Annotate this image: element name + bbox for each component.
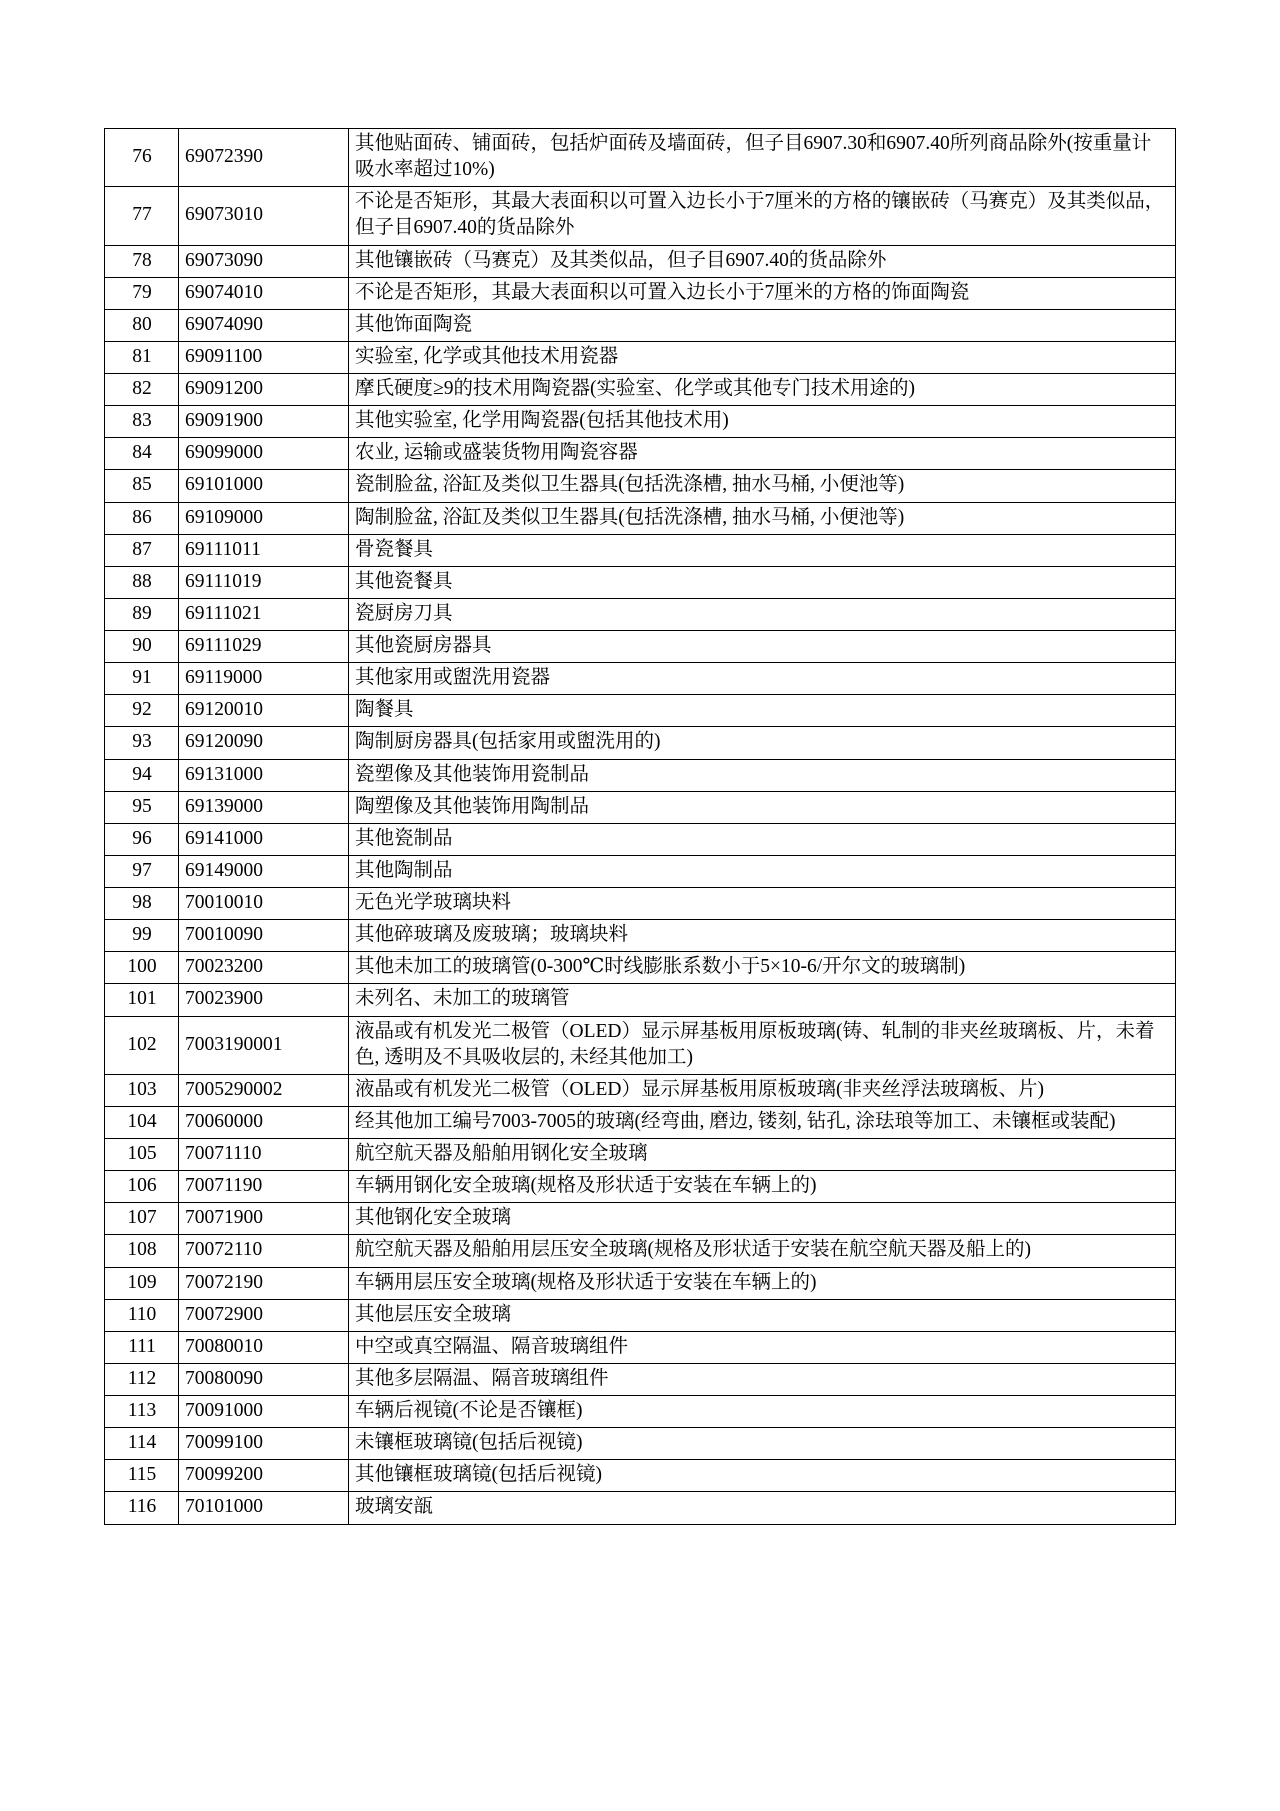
tariff-code-cell: 69141000: [179, 823, 349, 855]
commodity-description-cell: 其他瓷餐具: [349, 566, 1176, 598]
table-row: [105, 341, 1176, 373]
tariff-code-cell: 69120010: [179, 695, 349, 727]
tariff-code-cell: 69111021: [179, 598, 349, 630]
commodity-description-cell: 经其他加工编号7003-7005的玻璃(经弯曲, 磨边, 镂刻, 钻孔, 涂珐琅等加工、未镶框或装配): [349, 1106, 1176, 1138]
table-row: [105, 1492, 1176, 1524]
row-index-cell: 89: [105, 598, 179, 630]
row-index-cell: 103: [105, 1074, 179, 1106]
tariff-code-cell: 69149000: [179, 855, 349, 887]
tariff-code-cell: 70023900: [179, 984, 349, 1016]
row-index-cell: 116: [105, 1492, 179, 1524]
tariff-code-cell: 70071110: [179, 1139, 349, 1171]
row-index-cell: 80: [105, 309, 179, 341]
tariff-table: [104, 128, 1176, 1525]
table-row: [105, 823, 1176, 855]
row-index-cell: 82: [105, 374, 179, 406]
table-row: [105, 502, 1176, 534]
commodity-description-cell: 其他碎玻璃及废玻璃；玻璃块料: [349, 920, 1176, 952]
commodity-description-cell: 瓷厨房刀具: [349, 598, 1176, 630]
tariff-code-cell: 69073090: [179, 245, 349, 277]
commodity-description-cell: 其他实验室, 化学用陶瓷器(包括其他技术用): [349, 406, 1176, 438]
commodity-description-cell: 未镶框玻璃镜(包括后视镜): [349, 1428, 1176, 1460]
commodity-description-cell: 不论是否矩形，其最大表面积以可置入边长小于7厘米的方格的镶嵌砖（马赛克）及其类似品，但子目6907.40的货品除外: [349, 187, 1176, 245]
tariff-code-cell: 69111029: [179, 631, 349, 663]
row-index-cell: 85: [105, 470, 179, 502]
tariff-code-cell: 70072110: [179, 1235, 349, 1267]
table-row: [105, 1171, 1176, 1203]
table-row: [105, 631, 1176, 663]
row-index-cell: 111: [105, 1331, 179, 1363]
table-row: [105, 1299, 1176, 1331]
tariff-code-cell: 70099100: [179, 1428, 349, 1460]
row-index-cell: 101: [105, 984, 179, 1016]
commodity-description-cell: 陶制脸盆, 浴缸及类似卫生器具(包括洗涤槽, 抽水马桶, 小便池等): [349, 502, 1176, 534]
table-row: [105, 245, 1176, 277]
tariff-code-cell: 69111019: [179, 566, 349, 598]
commodity-description-cell: 车辆用钢化安全玻璃(规格及形状适于安装在车辆上的): [349, 1171, 1176, 1203]
commodity-description-cell: 中空或真空隔温、隔音玻璃组件: [349, 1331, 1176, 1363]
table-row: [105, 855, 1176, 887]
commodity-description-cell: 液晶或有机发光二极管（OLED）显示屏基板用原板玻璃(非夹丝浮法玻璃板、片): [349, 1074, 1176, 1106]
table-row: [105, 1460, 1176, 1492]
row-index-cell: 98: [105, 888, 179, 920]
commodity-description-cell: 无色光学玻璃块料: [349, 888, 1176, 920]
tariff-code-cell: 69074090: [179, 309, 349, 341]
row-index-cell: 100: [105, 952, 179, 984]
table-row: [105, 920, 1176, 952]
table-row: [105, 791, 1176, 823]
tariff-code-cell: 69109000: [179, 502, 349, 534]
commodity-description-cell: 其他贴面砖、铺面砖，包括炉面砖及墙面砖，但子目6907.30和6907.40所列商品除外(按重量计吸水率超过10%): [349, 129, 1176, 187]
row-index-cell: 95: [105, 791, 179, 823]
table-row: [105, 1235, 1176, 1267]
commodity-description-cell: 其他陶制品: [349, 855, 1176, 887]
tariff-code-cell: 69099000: [179, 438, 349, 470]
table-row: [105, 1016, 1176, 1074]
row-index-cell: 113: [105, 1396, 179, 1428]
tariff-code-cell: 69091100: [179, 341, 349, 373]
table-row: [105, 1396, 1176, 1428]
tariff-code-cell: 69072390: [179, 129, 349, 187]
commodity-description-cell: 实验室, 化学或其他技术用瓷器: [349, 341, 1176, 373]
table-row: [105, 663, 1176, 695]
commodity-description-cell: 其他未加工的玻璃管(0-300℃时线膨胀系数小于5×10-6/开尔文的玻璃制): [349, 952, 1176, 984]
commodity-description-cell: 其他瓷厨房器具: [349, 631, 1176, 663]
tariff-code-cell: 70060000: [179, 1106, 349, 1138]
tariff-code-cell: 70072900: [179, 1299, 349, 1331]
tariff-code-cell: 70010010: [179, 888, 349, 920]
tariff-code-cell: 7003190001: [179, 1016, 349, 1074]
table-row: [105, 695, 1176, 727]
tariff-code-cell: 7005290002: [179, 1074, 349, 1106]
commodity-description-cell: 其他镶框玻璃镜(包括后视镜): [349, 1460, 1176, 1492]
table-row: [105, 566, 1176, 598]
commodity-description-cell: 骨瓷餐具: [349, 534, 1176, 566]
commodity-description-cell: 瓷制脸盆, 浴缸及类似卫生器具(包括洗涤槽, 抽水马桶, 小便池等): [349, 470, 1176, 502]
table-row: [105, 1331, 1176, 1363]
row-index-cell: 96: [105, 823, 179, 855]
table-row: [105, 1074, 1176, 1106]
table-row: [105, 759, 1176, 791]
tariff-code-cell: 69101000: [179, 470, 349, 502]
row-index-cell: 77: [105, 187, 179, 245]
commodity-description-cell: 航空航天器及船舶用钢化安全玻璃: [349, 1139, 1176, 1171]
row-index-cell: 97: [105, 855, 179, 887]
tariff-code-cell: 69120090: [179, 727, 349, 759]
row-index-cell: 114: [105, 1428, 179, 1460]
row-index-cell: 79: [105, 277, 179, 309]
tariff-code-cell: 70072190: [179, 1267, 349, 1299]
tariff-code-cell: 69111011: [179, 534, 349, 566]
tariff-code-cell: 70099200: [179, 1460, 349, 1492]
commodity-description-cell: 其他多层隔温、隔音玻璃组件: [349, 1363, 1176, 1395]
row-index-cell: 115: [105, 1460, 179, 1492]
row-index-cell: 87: [105, 534, 179, 566]
table-row: [105, 1106, 1176, 1138]
row-index-cell: 90: [105, 631, 179, 663]
row-index-cell: 94: [105, 759, 179, 791]
commodity-description-cell: 摩氏硬度≥9的技术用陶瓷器(实验室、化学或其他专门技术用途的): [349, 374, 1176, 406]
tariff-code-cell: 70023200: [179, 952, 349, 984]
tariff-code-cell: 70080090: [179, 1363, 349, 1395]
table-row: [105, 1139, 1176, 1171]
table-row: [105, 187, 1176, 245]
row-index-cell: 76: [105, 129, 179, 187]
commodity-description-cell: 航空航天器及船舶用层压安全玻璃(规格及形状适于安装在航空航天器及船上的): [349, 1235, 1176, 1267]
table-row: [105, 374, 1176, 406]
row-index-cell: 112: [105, 1363, 179, 1395]
table-row: [105, 727, 1176, 759]
table-row: [105, 470, 1176, 502]
row-index-cell: 78: [105, 245, 179, 277]
tariff-code-cell: 69091200: [179, 374, 349, 406]
table-row: [105, 277, 1176, 309]
row-index-cell: 92: [105, 695, 179, 727]
tariff-code-cell: 70071900: [179, 1203, 349, 1235]
row-index-cell: 99: [105, 920, 179, 952]
commodity-description-cell: 其他家用或盥洗用瓷器: [349, 663, 1176, 695]
row-index-cell: 93: [105, 727, 179, 759]
commodity-description-cell: 其他饰面陶瓷: [349, 309, 1176, 341]
commodity-description-cell: 其他瓷制品: [349, 823, 1176, 855]
commodity-description-cell: 瓷塑像及其他装饰用瓷制品: [349, 759, 1176, 791]
commodity-description-cell: 其他钢化安全玻璃: [349, 1203, 1176, 1235]
tariff-code-cell: 69139000: [179, 791, 349, 823]
tariff-code-cell: 70101000: [179, 1492, 349, 1524]
table-row: [105, 1428, 1176, 1460]
table-row: [105, 309, 1176, 341]
table-row: [105, 1363, 1176, 1395]
tariff-code-cell: 69091900: [179, 406, 349, 438]
table-row: [105, 129, 1176, 187]
commodity-description-cell: 液晶或有机发光二极管（OLED）显示屏基板用原板玻璃(铸、轧制的非夹丝玻璃板、片，未着色, 透明及不具吸收层的, 未经其他加工): [349, 1016, 1176, 1074]
row-index-cell: 86: [105, 502, 179, 534]
row-index-cell: 107: [105, 1203, 179, 1235]
row-index-cell: 109: [105, 1267, 179, 1299]
table-row: [105, 1203, 1176, 1235]
commodity-description-cell: 车辆用层压安全玻璃(规格及形状适于安装在车辆上的): [349, 1267, 1176, 1299]
tariff-code-cell: 70091000: [179, 1396, 349, 1428]
row-index-cell: 81: [105, 341, 179, 373]
commodity-description-cell: 农业, 运输或盛装货物用陶瓷容器: [349, 438, 1176, 470]
row-index-cell: 110: [105, 1299, 179, 1331]
tariff-code-cell: 70071190: [179, 1171, 349, 1203]
table-row: [105, 1267, 1176, 1299]
commodity-description-cell: 未列名、未加工的玻璃管: [349, 984, 1176, 1016]
tariff-code-cell: 69073010: [179, 187, 349, 245]
commodity-description-cell: 陶制厨房器具(包括家用或盥洗用的): [349, 727, 1176, 759]
commodity-description-cell: 其他层压安全玻璃: [349, 1299, 1176, 1331]
table-row: [105, 438, 1176, 470]
tariff-code-cell: 69074010: [179, 277, 349, 309]
commodity-description-cell: 陶餐具: [349, 695, 1176, 727]
tariff-code-cell: 69131000: [179, 759, 349, 791]
tariff-code-cell: 69119000: [179, 663, 349, 695]
row-index-cell: 88: [105, 566, 179, 598]
row-index-cell: 102: [105, 1016, 179, 1074]
row-index-cell: 91: [105, 663, 179, 695]
tariff-table-body: [105, 129, 1176, 1525]
row-index-cell: 106: [105, 1171, 179, 1203]
tariff-code-cell: 70080010: [179, 1331, 349, 1363]
tariff-code-cell: 70010090: [179, 920, 349, 952]
row-index-cell: 83: [105, 406, 179, 438]
row-index-cell: 84: [105, 438, 179, 470]
row-index-cell: 108: [105, 1235, 179, 1267]
table-row: [105, 406, 1176, 438]
table-row: [105, 534, 1176, 566]
commodity-description-cell: 不论是否矩形，其最大表面积以可置入边长小于7厘米的方格的饰面陶瓷: [349, 277, 1176, 309]
commodity-description-cell: 玻璃安瓿: [349, 1492, 1176, 1524]
row-index-cell: 104: [105, 1106, 179, 1138]
commodity-description-cell: 陶塑像及其他装饰用陶制品: [349, 791, 1176, 823]
table-row: [105, 598, 1176, 630]
row-index-cell: 105: [105, 1139, 179, 1171]
table-row: [105, 952, 1176, 984]
table-row: [105, 888, 1176, 920]
table-row: [105, 984, 1176, 1016]
commodity-description-cell: 其他镶嵌砖（马赛克）及其类似品，但子目6907.40的货品除外: [349, 245, 1176, 277]
commodity-description-cell: 车辆后视镜(不论是否镶框): [349, 1396, 1176, 1428]
